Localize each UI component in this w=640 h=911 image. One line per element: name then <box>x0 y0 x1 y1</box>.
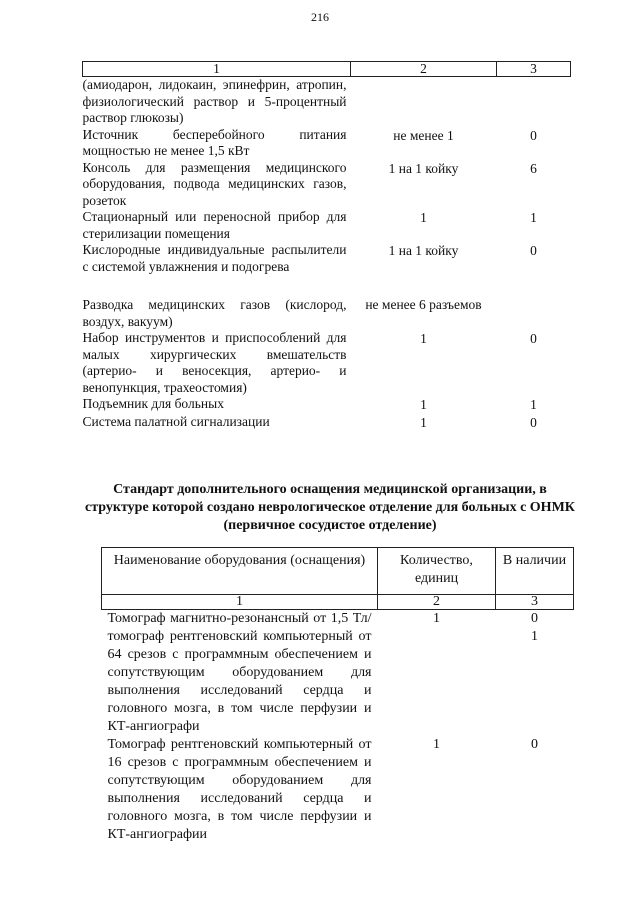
equipment-quantity: 1 <box>433 737 440 752</box>
table-row <box>83 396 571 414</box>
page-number: 216 <box>311 10 329 24</box>
equipment-quantity <box>351 77 497 127</box>
section-title: Стандарт дополнительного оснащения медицинской организации, в структуре которой создано неврологическое отделение для больных с ОНМК (первичное сосудистое отделение) <box>85 482 575 533</box>
column-number: 3 <box>497 62 571 77</box>
equipment-quantity: 1 <box>420 331 427 346</box>
column-number: 2 <box>351 62 497 77</box>
table-row <box>83 414 571 432</box>
equipment-available: 1 <box>530 397 537 412</box>
equipment-name: Томограф рентгеновский компьютерный от 16 срезов с программным обеспечением и сопутствующим оборудованием для выполнения исследований сердца и головного мозга, в том числе перфузии и КТ-ангиографии <box>107 737 372 842</box>
column-numbers-row <box>83 62 571 77</box>
table-row <box>83 242 571 275</box>
table-row <box>83 127 571 160</box>
column-header-available: В наличии <box>496 548 574 595</box>
equipment-available: 6 <box>530 160 537 176</box>
equipment-available <box>497 77 571 127</box>
equipment-quantity: не менее 6 разъемов <box>365 297 482 312</box>
equipment-available: 0 <box>530 331 537 346</box>
equipment-name: Томограф магнитно-резонансный от 1,5 Тл/томограф рентгеновский компьютерный от 64 срезов с программным обеспечением и сопутствующим оборудованием для выполнения исследований сердца и головного мозга, в том числе перфузии и КТ-ангиографи <box>107 611 372 734</box>
column-number: 3 <box>496 595 574 610</box>
equipment-available <box>497 275 571 330</box>
equipment-name: Кислородные индивидуальные распылители с системой увлажнения и подогрева <box>82 242 347 274</box>
equipment-available: 0 <box>530 243 537 258</box>
equipment-quantity: не менее 1 <box>393 127 454 143</box>
column-number: 1 <box>102 595 378 610</box>
equipment-quantity: 1 <box>420 210 427 225</box>
table-row <box>83 209 571 242</box>
equipment-name: Консоль для размещения медицинского оборудования, подвода медицинских газов, розеток <box>82 159 347 208</box>
column-header-quantity: Количество, единиц <box>378 548 496 595</box>
equipment-name: Подъемник для больных <box>82 396 224 411</box>
equipment-name: Стационарный или переносной прибор для стерилизации помещения <box>82 209 347 241</box>
equipment-name: Разводка медицинских газов (кислород, воздух, вакуум) <box>82 297 347 329</box>
equipment-quantity: 1 <box>420 397 427 412</box>
equipment-quantity: 1 на 1 койку <box>388 160 459 176</box>
equipment-quantity: 1 <box>420 414 427 430</box>
equipment-table-continued <box>82 61 571 431</box>
additional-equipment-table <box>101 547 574 844</box>
column-numbers-row <box>102 595 574 610</box>
equipment-available: 0 <box>531 737 538 752</box>
table-row <box>83 160 571 210</box>
equipment-quantity: 1 <box>433 611 440 626</box>
equipment-available: 0 1 <box>531 611 538 644</box>
table-row <box>83 330 571 396</box>
equipment-name: (амиодарон, лидокаин, эпинефрин, атропин, физиологический раствор и 5-процентный раствор глюкозы) <box>82 77 347 125</box>
equipment-quantity: 1 на 1 койку <box>388 243 459 258</box>
table-row <box>102 736 574 844</box>
column-number: 2 <box>378 595 496 610</box>
equipment-available: 1 <box>530 210 537 225</box>
equipment-name: Источник бесперебойного питания мощностью не менее 1,5 кВт <box>82 126 347 158</box>
column-number: 1 <box>83 62 351 77</box>
equipment-name: Набор инструментов и приспособлений для малых хирургических вмешательств (артерио- и веносекция, артерио- и венопункция, трахеостомия) <box>82 330 347 395</box>
equipment-available: 0 <box>530 414 537 430</box>
equipment-available: 0 <box>530 127 537 143</box>
table-row <box>83 77 571 127</box>
table-row <box>83 275 571 330</box>
column-header-name: Наименование оборудования (оснащения) <box>102 548 378 595</box>
table-header-row <box>102 548 574 595</box>
equipment-name: Система палатной сигнализации <box>82 413 270 429</box>
table-row <box>102 610 574 737</box>
